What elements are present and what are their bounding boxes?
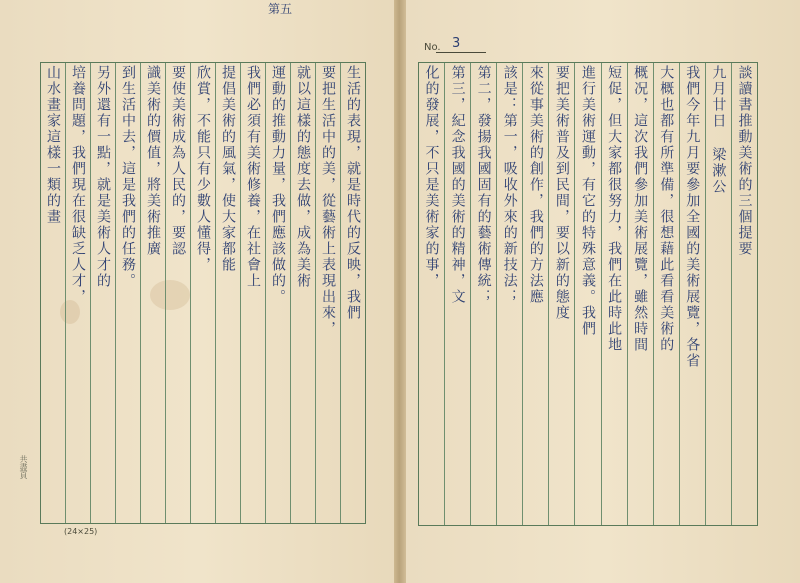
column-text: 運動的推動力量，我們應該做的。 [270,65,286,305]
column-text: 短促，但大家都很努力，我們在此時此地 [606,65,623,353]
column-text: 到生活中去，這是我們的任務。 [120,65,136,289]
manuscript-column [265,63,290,523]
column-text: 我們今年九月要參加全國的美術展覽，各省 [684,65,701,369]
column-text: 化的發展，不只是美術家的事， [423,65,440,289]
manuscript-column [90,63,115,523]
column-text: 識美術的價值，將美術推廣 [145,65,161,257]
column-text: 就以這樣的態度去做，成為美術 [295,65,311,289]
manuscript-column [315,63,340,523]
left-manuscript-grid [40,62,366,524]
manuscript-column [340,63,365,523]
manuscript-column [679,63,705,525]
column-text: 培養問題，我們現在很缺乏人才， [70,65,86,305]
manuscript-column [548,63,574,525]
manuscript-column [41,63,65,523]
manuscript-column [215,63,240,523]
side-mark: 共盡頁 [19,455,28,479]
column-text: 進行美術運動，有它的特殊意義。我們 [579,65,596,337]
manuscript-column [705,63,731,525]
column-text: 欣賞，不能只有少數人懂得， [195,65,211,273]
column-text: 生活的表現，就是時代的反映，我們 [345,65,361,321]
manuscript-column [522,63,548,525]
manuscript-column [419,63,444,525]
column-text: 提倡美術的風氣，使大家都能 [220,65,236,273]
column-text: 第二，發揚我國固有的藝術傳統； [475,65,492,305]
manuscript-column [496,63,522,525]
manuscript-column [65,63,90,523]
column-text: 要使美術成為人民的，要認 [170,65,186,257]
manuscript-column [115,63,140,523]
column-text: 大概也都有所準備，很想藉此看看美術的 [658,65,675,353]
form-size-label: (24×25) [64,527,98,536]
column-text: 來從事美術的創作，我們的方法應 [527,65,544,305]
manuscript-column [140,63,165,523]
manuscript-column [601,63,627,525]
manuscript-column [240,63,265,523]
page-number-line [436,52,486,53]
page-number-label: No. [424,42,441,53]
manuscript-column [290,63,315,523]
column-text: 山水畫家這樣一類的畫 [45,65,61,225]
column-text: 第三，紀念我國的美術的精神，文 [449,65,466,305]
column-text: 要把美術普及到民間，要以新的態度 [553,65,570,321]
page-fold [394,0,406,583]
column-text: 概况，這次我們參加美術展覽，雖然時間 [632,65,649,353]
column-text: 另外還有一點，就是美術人才的 [95,65,111,289]
column-text: 我們必須有美術修養，在社會上 [245,65,261,289]
manuscript-column [627,63,653,525]
manuscript-column [165,63,190,523]
column-text: 九月廿日 梁漱公 [710,65,727,195]
manuscript-column [190,63,215,523]
right-manuscript-grid [418,62,758,526]
manuscript-column [574,63,600,525]
manuscript-column [731,63,757,525]
column-text: 要把生活中的美，從藝術上表現出來， [320,65,336,337]
manuscript-column [653,63,679,525]
manuscript-column [444,63,470,525]
column-text: 談讀書推動美術的三個提要 [736,65,753,257]
page-number-value: 3 [452,36,461,51]
top-note: 第五 [268,2,293,16]
column-text: 該是：第一，吸收外來的新技法； [501,65,518,305]
manuscript-column [470,63,496,525]
